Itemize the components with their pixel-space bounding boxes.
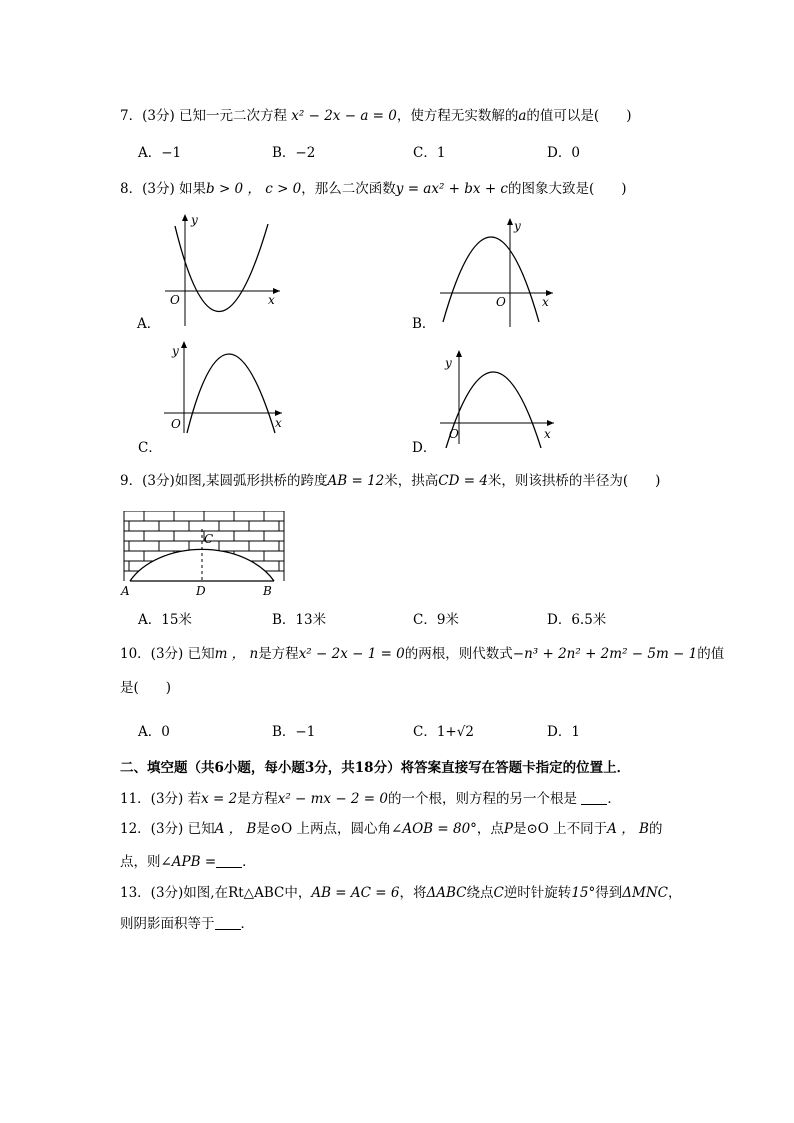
q12-part-c: ，点	[476, 821, 504, 837]
q9-stem	[120, 471, 660, 491]
q12-angle2: ∠APB =	[160, 854, 217, 870]
q8-graph-d	[438, 348, 558, 448]
q11-answer-blank[interactable]	[581, 790, 607, 805]
q11-stem: 11．(3分) 若x = 2是方程x² − mx − 2 = 0的一个根，则方程的另一个根是 ．	[120, 791, 621, 807]
q7-equation: x² − 2x − a = 0	[291, 108, 397, 124]
x-arrow	[547, 420, 554, 426]
q7-option-a[interactable]: A．−1	[138, 145, 182, 161]
q11-cond: x = 2	[201, 791, 238, 807]
origin-label: O	[171, 417, 181, 431]
y-arrow	[507, 218, 513, 225]
origin-label: O	[449, 427, 459, 441]
q8-option-c[interactable]: C．	[138, 440, 162, 456]
label-d: D	[196, 584, 206, 598]
q13-prefix: 13．(3分)如图,在Rt△ABC中，	[120, 885, 312, 901]
section-2-title: 二、填空题（共6小题，每小题3分，共18分）将答案直接写在答题卡指定的位置上．	[120, 760, 631, 776]
q8-graph-b	[435, 212, 560, 337]
parabola	[443, 237, 539, 322]
q13-mid4: 得到	[595, 885, 623, 901]
y-arrow	[456, 350, 462, 357]
q10-stem-line2: 是( )	[120, 680, 172, 696]
q7-mid: ，使方程无实数解的	[396, 108, 519, 124]
q8-stem	[120, 179, 627, 199]
q10-option-a[interactable]: A．0	[138, 724, 170, 740]
q8-option-a[interactable]: A．	[137, 316, 161, 332]
q7-option-c[interactable]: C．1	[413, 145, 446, 161]
q9-mid: 米，拱高	[384, 473, 439, 489]
q13-tri: ΔABC	[426, 885, 467, 901]
q12-part-a: 12．(3分) 已知	[120, 821, 215, 837]
q13-stem	[120, 883, 681, 903]
y-label: y	[514, 219, 521, 233]
x-label: x	[268, 293, 275, 307]
x-label: x	[542, 295, 549, 309]
y-label: y	[172, 344, 179, 358]
q9-option-a[interactable]: A．15米	[138, 612, 192, 628]
q9-height: CD = 4	[438, 473, 488, 489]
q9-option-b[interactable]: B．13米	[272, 612, 327, 628]
q10-expr: −n³ + 2n² + 2m² − 5m − 1	[512, 646, 698, 662]
q8-func: y = ax² + bx + c	[395, 181, 508, 197]
q10-equation: x² − 2x − 1 = 0	[298, 646, 405, 662]
q8-cond: b > 0 ， c > 0	[206, 181, 302, 197]
q12-part-b: 是⊙O 上两点，圆心角	[256, 821, 392, 837]
parabola	[446, 372, 541, 448]
q13-point-c: C	[493, 885, 504, 901]
q8-suffix: 的图象大致是( )	[507, 181, 627, 197]
q10-option-b[interactable]: B．−1	[272, 724, 316, 740]
q10-suffix: 的值	[697, 646, 725, 662]
q12-points: A ， B	[214, 821, 257, 837]
q13-angle: 15°	[571, 885, 596, 901]
q9-option-c[interactable]: C．9米	[413, 612, 459, 628]
q13-stem-line2: 则阴影面积等于 ．	[120, 916, 254, 932]
q11-equation: x² − mx − 2 = 0	[277, 791, 389, 807]
q11-suffix: 的一个根，则方程的另一个根是	[388, 791, 578, 807]
q8-graph-c	[162, 335, 287, 435]
parabola	[175, 224, 268, 312]
x-label: x	[544, 427, 551, 441]
q7-option-b[interactable]: B．−2	[272, 145, 316, 161]
q7-prefix: 7．(3分) 已知一元二次方程	[120, 108, 292, 124]
q10-mid2: 的两根，则代数式	[404, 646, 513, 662]
q10-mid: 是方程	[258, 646, 299, 662]
q12-answer-blank[interactable]	[216, 853, 242, 868]
origin-label: O	[496, 295, 506, 309]
q12-ab: A ， B	[607, 821, 649, 837]
q8-option-d[interactable]: D．	[412, 440, 437, 456]
q13-cond: AB = AC = 6	[311, 885, 400, 901]
q8-graph-a	[155, 208, 285, 333]
q10-vars: m ， n	[214, 646, 259, 662]
q9-span: AB = 12	[327, 473, 385, 489]
q13-answer-blank[interactable]	[215, 915, 241, 930]
x-label: x	[275, 416, 282, 430]
q11-prefix: 11．(3分) 若	[120, 791, 202, 807]
q10-stem	[120, 644, 724, 664]
q12-stem-line2	[120, 852, 256, 872]
y-label: y	[445, 356, 452, 370]
q8-mid: ，那么二次函数	[301, 181, 396, 197]
origin-label: O	[170, 293, 180, 307]
q10-option-c[interactable]: C．1+√2	[413, 724, 474, 740]
q13-mid2: 绕点	[466, 885, 494, 901]
q7-option-d[interactable]: D．0	[547, 145, 580, 161]
q8-option-b[interactable]: B．	[412, 316, 436, 332]
q12-angle: ∠AOB = 80°	[391, 821, 477, 837]
q12-part-e: 的	[648, 821, 663, 837]
y-arrow	[182, 214, 188, 221]
q13-suffix: ，	[667, 885, 682, 901]
label-a: A	[121, 584, 130, 598]
q9-suffix: 米，则该拱桥的半径为( )	[487, 473, 661, 489]
q10-option-d[interactable]: D．1	[547, 724, 580, 740]
q9-prefix: 9．(3分)如图,某圆弧形拱桥的跨度	[120, 473, 328, 489]
parabola	[187, 354, 275, 433]
q9-bridge-figure	[118, 505, 290, 600]
q12-stem	[120, 819, 662, 839]
label-c: C	[204, 532, 214, 546]
y-label: y	[191, 213, 198, 227]
q7-suffix: 的值可以是( )	[526, 108, 632, 124]
q13-mid: ，将	[399, 885, 427, 901]
q13-mid3: 逆时针旋转	[503, 885, 572, 901]
q7-stem	[120, 106, 631, 126]
q12-line2-a: 点，则	[120, 854, 161, 870]
y-arrow	[181, 341, 187, 348]
q10-prefix: 10．(3分) 已知	[120, 646, 215, 662]
label-b: B	[263, 584, 272, 598]
q12-point-p: P	[503, 821, 513, 837]
q12-line2-b: ．	[242, 854, 256, 870]
q8-prefix: 8．(3分) 如果	[120, 181, 207, 197]
q13-line2: 则阴影面积等于	[120, 916, 215, 932]
q13-tri2: ΔMNC	[622, 885, 668, 901]
q12-part-d: 是⊙O 上不同于	[513, 821, 608, 837]
q7-var: a	[518, 108, 527, 124]
q9-option-d[interactable]: D．6.5米	[547, 612, 607, 628]
q11-mid: 是方程	[237, 791, 278, 807]
